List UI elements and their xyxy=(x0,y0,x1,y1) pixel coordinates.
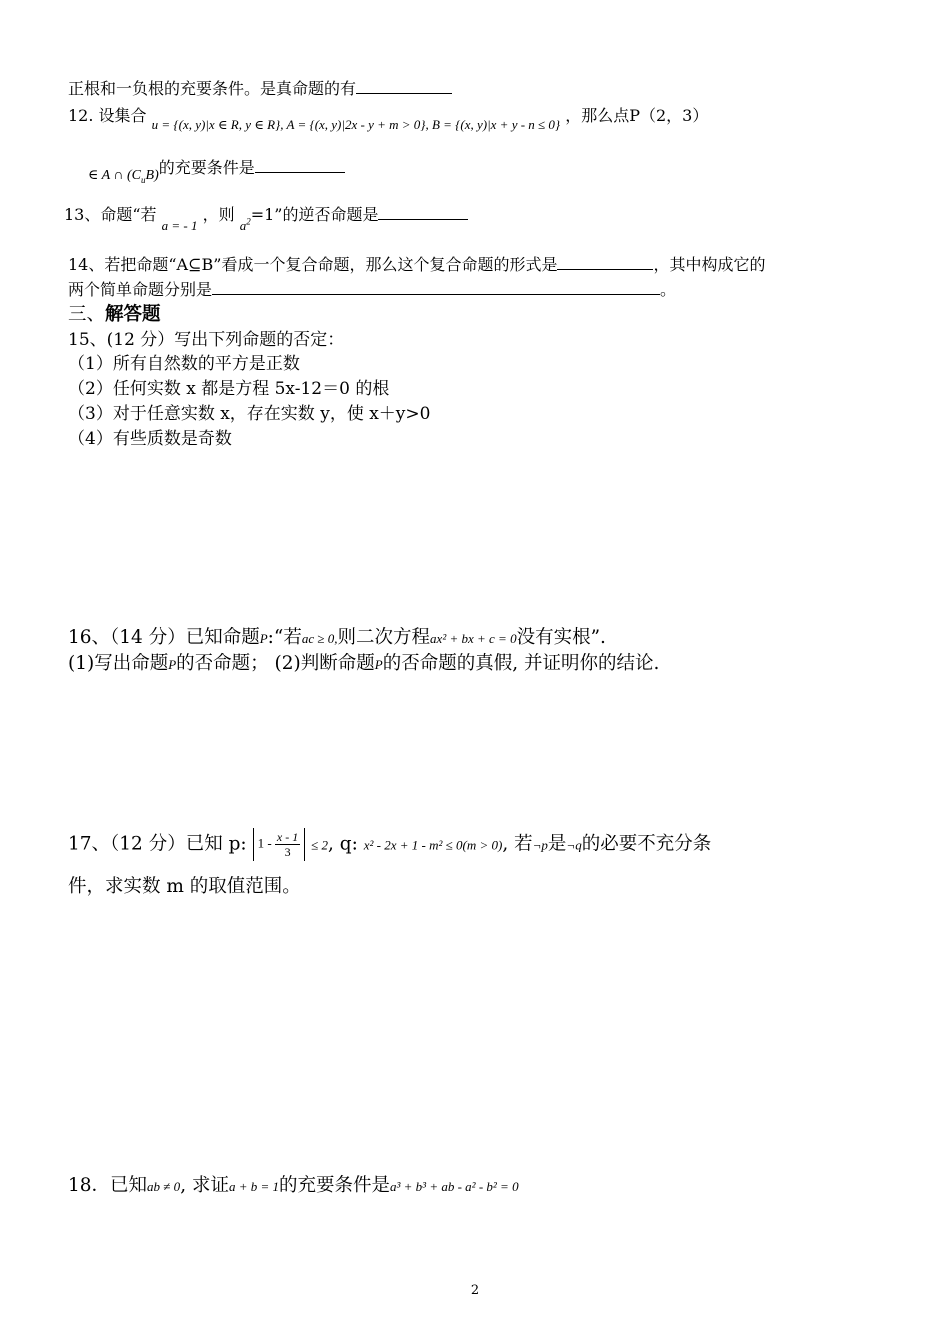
q12-tail: 的充要条件是 xyxy=(158,158,255,177)
q15-item-3: （3）对于任意实数 x，存在实数 y，使 x＋y>0 xyxy=(68,404,431,424)
q17-end: 的必要不充分条 xyxy=(581,833,712,855)
q17-lead: 17、（12 分）已知 p: xyxy=(68,833,247,855)
q17-mid: , 若 xyxy=(502,833,533,855)
q15-item-4: （4）有些质数是奇数 xyxy=(68,429,232,449)
q14-line1-end: ，其中构成它的 xyxy=(653,255,766,274)
q16-lead: 16、（14 分）已知命题 xyxy=(68,627,260,648)
q18-statement: a + b = 1 xyxy=(228,1179,279,1194)
q14-line2-text: 两个简单命题分别是 xyxy=(68,280,213,299)
q16-line2-c: 的否命题的真假, 并证明你的结论. xyxy=(382,653,660,674)
q16-line2 xyxy=(68,649,659,675)
q17-fraction: $\frac{x - 1}{3}$ xyxy=(276,830,299,859)
q17-q-expression: x² - 2x + 1 - m² ≤ 0(m > 0) xyxy=(363,837,503,853)
q14-line2 xyxy=(68,277,676,300)
q14-line2-end: 。 xyxy=(660,280,677,299)
q15-head: 15、(12 分）写出下列命题的否定： xyxy=(68,330,345,350)
q18-mid2: 的充要条件是 xyxy=(279,1175,391,1196)
q13-a-condition: a = - 1 xyxy=(161,218,198,233)
q16-mid: 则二次方程 xyxy=(337,627,431,648)
q16-line2-b: 的否命题； (2)判断命题 xyxy=(176,653,375,674)
q17-is: 是 xyxy=(547,833,567,855)
q12-lead: 12. 设集合 xyxy=(68,106,147,125)
q12-condition: ∈ A ∩ $(C_uB)$ xyxy=(88,168,159,185)
q18-equation: a³ + b³ + ab - a² - b² = 0 xyxy=(390,1179,519,1194)
q18-line xyxy=(68,1171,519,1197)
q13-mid: ，则 xyxy=(202,205,235,224)
q18-mid: , 求证 xyxy=(180,1175,229,1196)
q11-tail-text: 正根和一负根的充要条件。是真命题的有 xyxy=(68,79,357,98)
q15-item-2: （2）任何实数 x 都是方程 5x-12＝0 的根 xyxy=(68,379,390,399)
q14-line1 xyxy=(68,252,765,275)
q13-end: =1”的逆否命题是 xyxy=(250,205,379,224)
q13-line xyxy=(64,202,468,233)
q16-line1 xyxy=(68,623,606,649)
q18-condition: ab ≠ 0 xyxy=(147,1179,181,1194)
q17-line2: 件，求实数 m 的取值范围。 xyxy=(68,876,301,897)
q15-item-1: （1）所有自然数的平方是正数 xyxy=(68,354,300,374)
q18-lead: 18．已知 xyxy=(68,1175,148,1196)
q16-p-ref-2: P xyxy=(374,657,383,672)
section3-prefix: 三、 xyxy=(68,304,106,325)
q16-line2-a: (1)写出命题 xyxy=(68,653,169,674)
q14-line1-text: 14、若把命题“A⊆B”看成一个复合命题，那么这个复合命题的形式是 xyxy=(68,255,558,274)
q16-end: 没有实根”. xyxy=(516,627,606,648)
q12-line2 xyxy=(88,155,345,185)
q12-set-definitions: u = {(x, y)|x ∈ R, y ∈ R}, A = {(x, y)|2x - y + m > 0}, B = {(x, y)|x + y - n ≤ 0} xyxy=(151,117,561,132)
q16-condition: ac ≥ 0, xyxy=(301,631,338,646)
q17-not-q: ¬q xyxy=(566,837,582,853)
q14-form-blank xyxy=(557,253,653,270)
q12-answer-blank xyxy=(255,156,345,173)
q16-p: P xyxy=(259,631,268,646)
section3-heading xyxy=(68,300,161,326)
q13-a-squared: a2 xyxy=(239,216,251,233)
q13-lead: 13、命题“若 xyxy=(64,205,157,224)
q12-mid: ，那么点P（2，3） xyxy=(565,106,709,125)
q17-line1 xyxy=(68,828,711,861)
q17-not-p: ¬p xyxy=(532,837,548,853)
q16-colon: :“若 xyxy=(267,627,302,648)
q16-equation: ax² + bx + c = 0 xyxy=(430,631,517,646)
q12-line1 xyxy=(68,103,709,132)
q11-answer-blank xyxy=(356,77,452,94)
q16-p-ref-1: P xyxy=(168,657,177,672)
q14-propositions-blank xyxy=(212,278,660,295)
page-number: 2 xyxy=(470,1283,480,1298)
q17-le2: ≤ 2 xyxy=(311,837,329,853)
q11-tail-line xyxy=(68,76,452,99)
q17-q-lead: , q: xyxy=(328,833,358,855)
q17-absolute-value: 1 - $\frac{x - 1}{3}$ xyxy=(253,828,306,861)
section3-title: 解答题 xyxy=(105,304,161,325)
q13-answer-blank xyxy=(378,203,468,220)
